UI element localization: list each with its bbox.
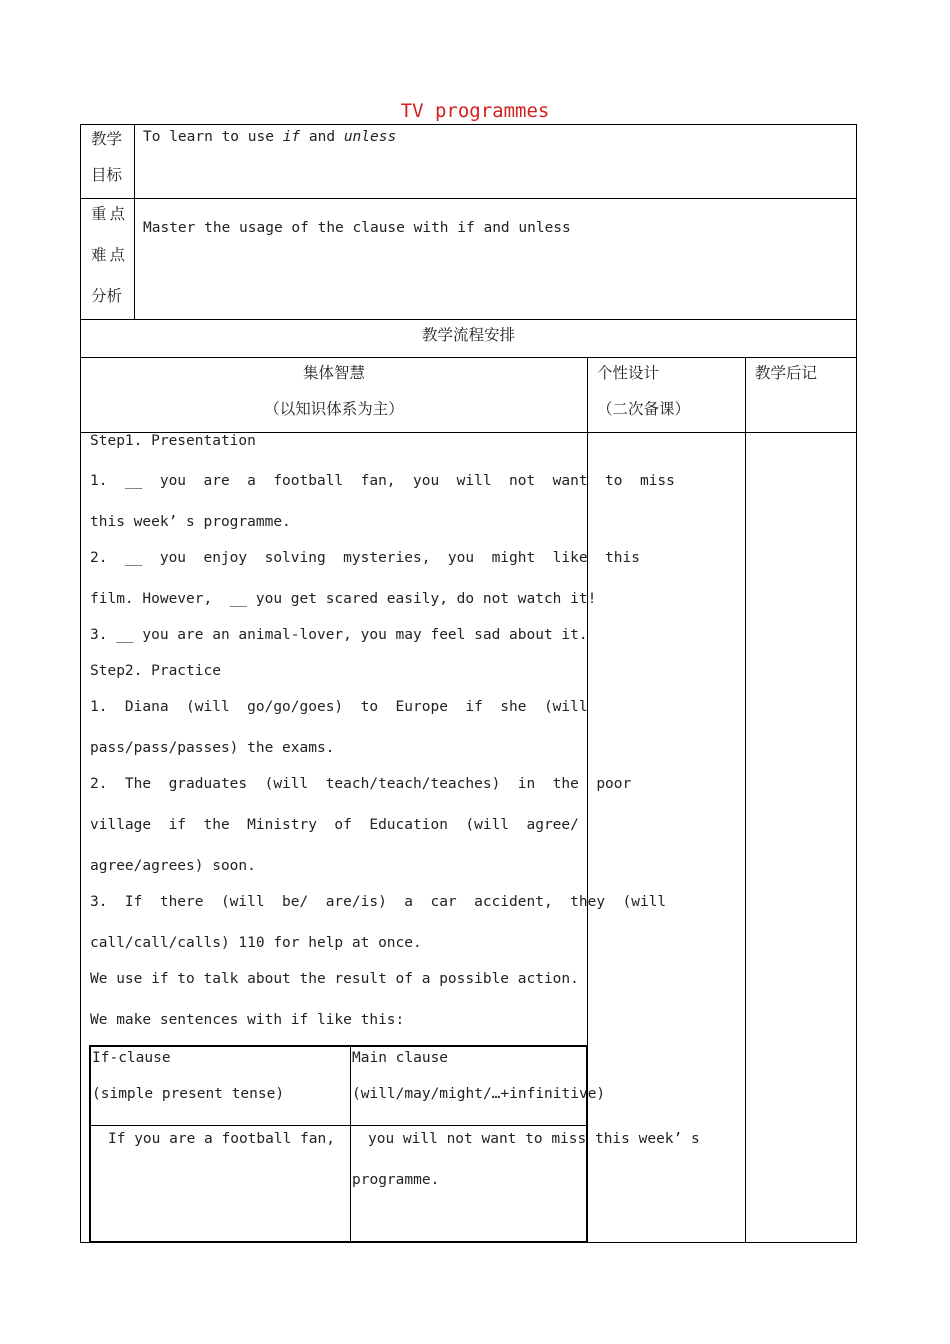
example-main-clause-line-2: programme. (352, 1172, 440, 1188)
col1-title: 集体智慧 (302, 364, 365, 382)
focus-label-3: 分析 (91, 287, 123, 305)
step1-item-1-line-1: 1. __ you are a football fan, you will not want to miss (90, 473, 675, 489)
example-if-clause: If you are a football fan, (108, 1131, 335, 1147)
if-clause-heading: If-clause (92, 1050, 171, 1066)
step1-item-3: 3. __ you are an animal-lover, you may feel sad about it. (90, 627, 588, 643)
step2-item-1-line-1: 1. Diana (will go/go/goes) to Europe if she (will (90, 699, 588, 715)
step1-heading: Step1. Presentation (90, 433, 256, 449)
main-clause-form: (will/may/might/…+infinitive) (352, 1086, 606, 1102)
objective-label-1: 教学 (91, 130, 123, 148)
main-clause-heading: Main clause (352, 1050, 449, 1066)
col2-title: 个性设计 (597, 364, 660, 382)
example-main-clause-line-1: you will not want to miss this week’ s (368, 1131, 700, 1147)
objective-text: To learn to use if and unless (143, 129, 397, 145)
focus-text: Master the usage of the clause with if and unless (143, 220, 571, 236)
col3-title: 教学后记 (755, 364, 818, 382)
rule-line: We use if to talk about the result of a possible action. (90, 971, 579, 987)
step2-item-2-line-3: agree/agrees) soon. (90, 858, 256, 874)
step2-item-3-line-1: 3. If there (will be/ are/is) a car accident, they (will (90, 894, 667, 910)
page-title: TV programmes (400, 100, 550, 122)
objective-label-2: 目标 (91, 166, 123, 184)
step1-item-2-line-2: film. However, __ you get scared easily, do not watch it! (90, 591, 597, 607)
step1-item-2-line-1: 2. __ you enjoy solving mysteries, you might like this (90, 550, 640, 566)
focus-label-2: 难点 (91, 246, 129, 264)
step2-item-1-line-2: pass/pass/passes) the exams. (90, 740, 335, 756)
step2-item-2-line-2: village if the Ministry of Education (will agree/ (90, 817, 579, 833)
step2-heading: Step2. Practice (90, 663, 221, 679)
step2-item-3-line-2: call/call/calls) 110 for help at once. (90, 935, 422, 951)
col2-subtitle: （二次备课） (597, 400, 691, 418)
process-header: 教学流程安排 (421, 326, 515, 344)
step2-item-2-line-1: 2. The graduates (will teach/teach/teaches) in the poor (90, 776, 632, 792)
if-clause-tense: (simple present tense) (92, 1086, 285, 1102)
col1-subtitle: （以知识体系为主） (264, 400, 404, 418)
focus-label-1: 重点 (91, 205, 129, 223)
make-line: We make sentences with if like this: (90, 1012, 405, 1028)
step1-item-1-line-2: this week’ s programme. (90, 514, 291, 530)
